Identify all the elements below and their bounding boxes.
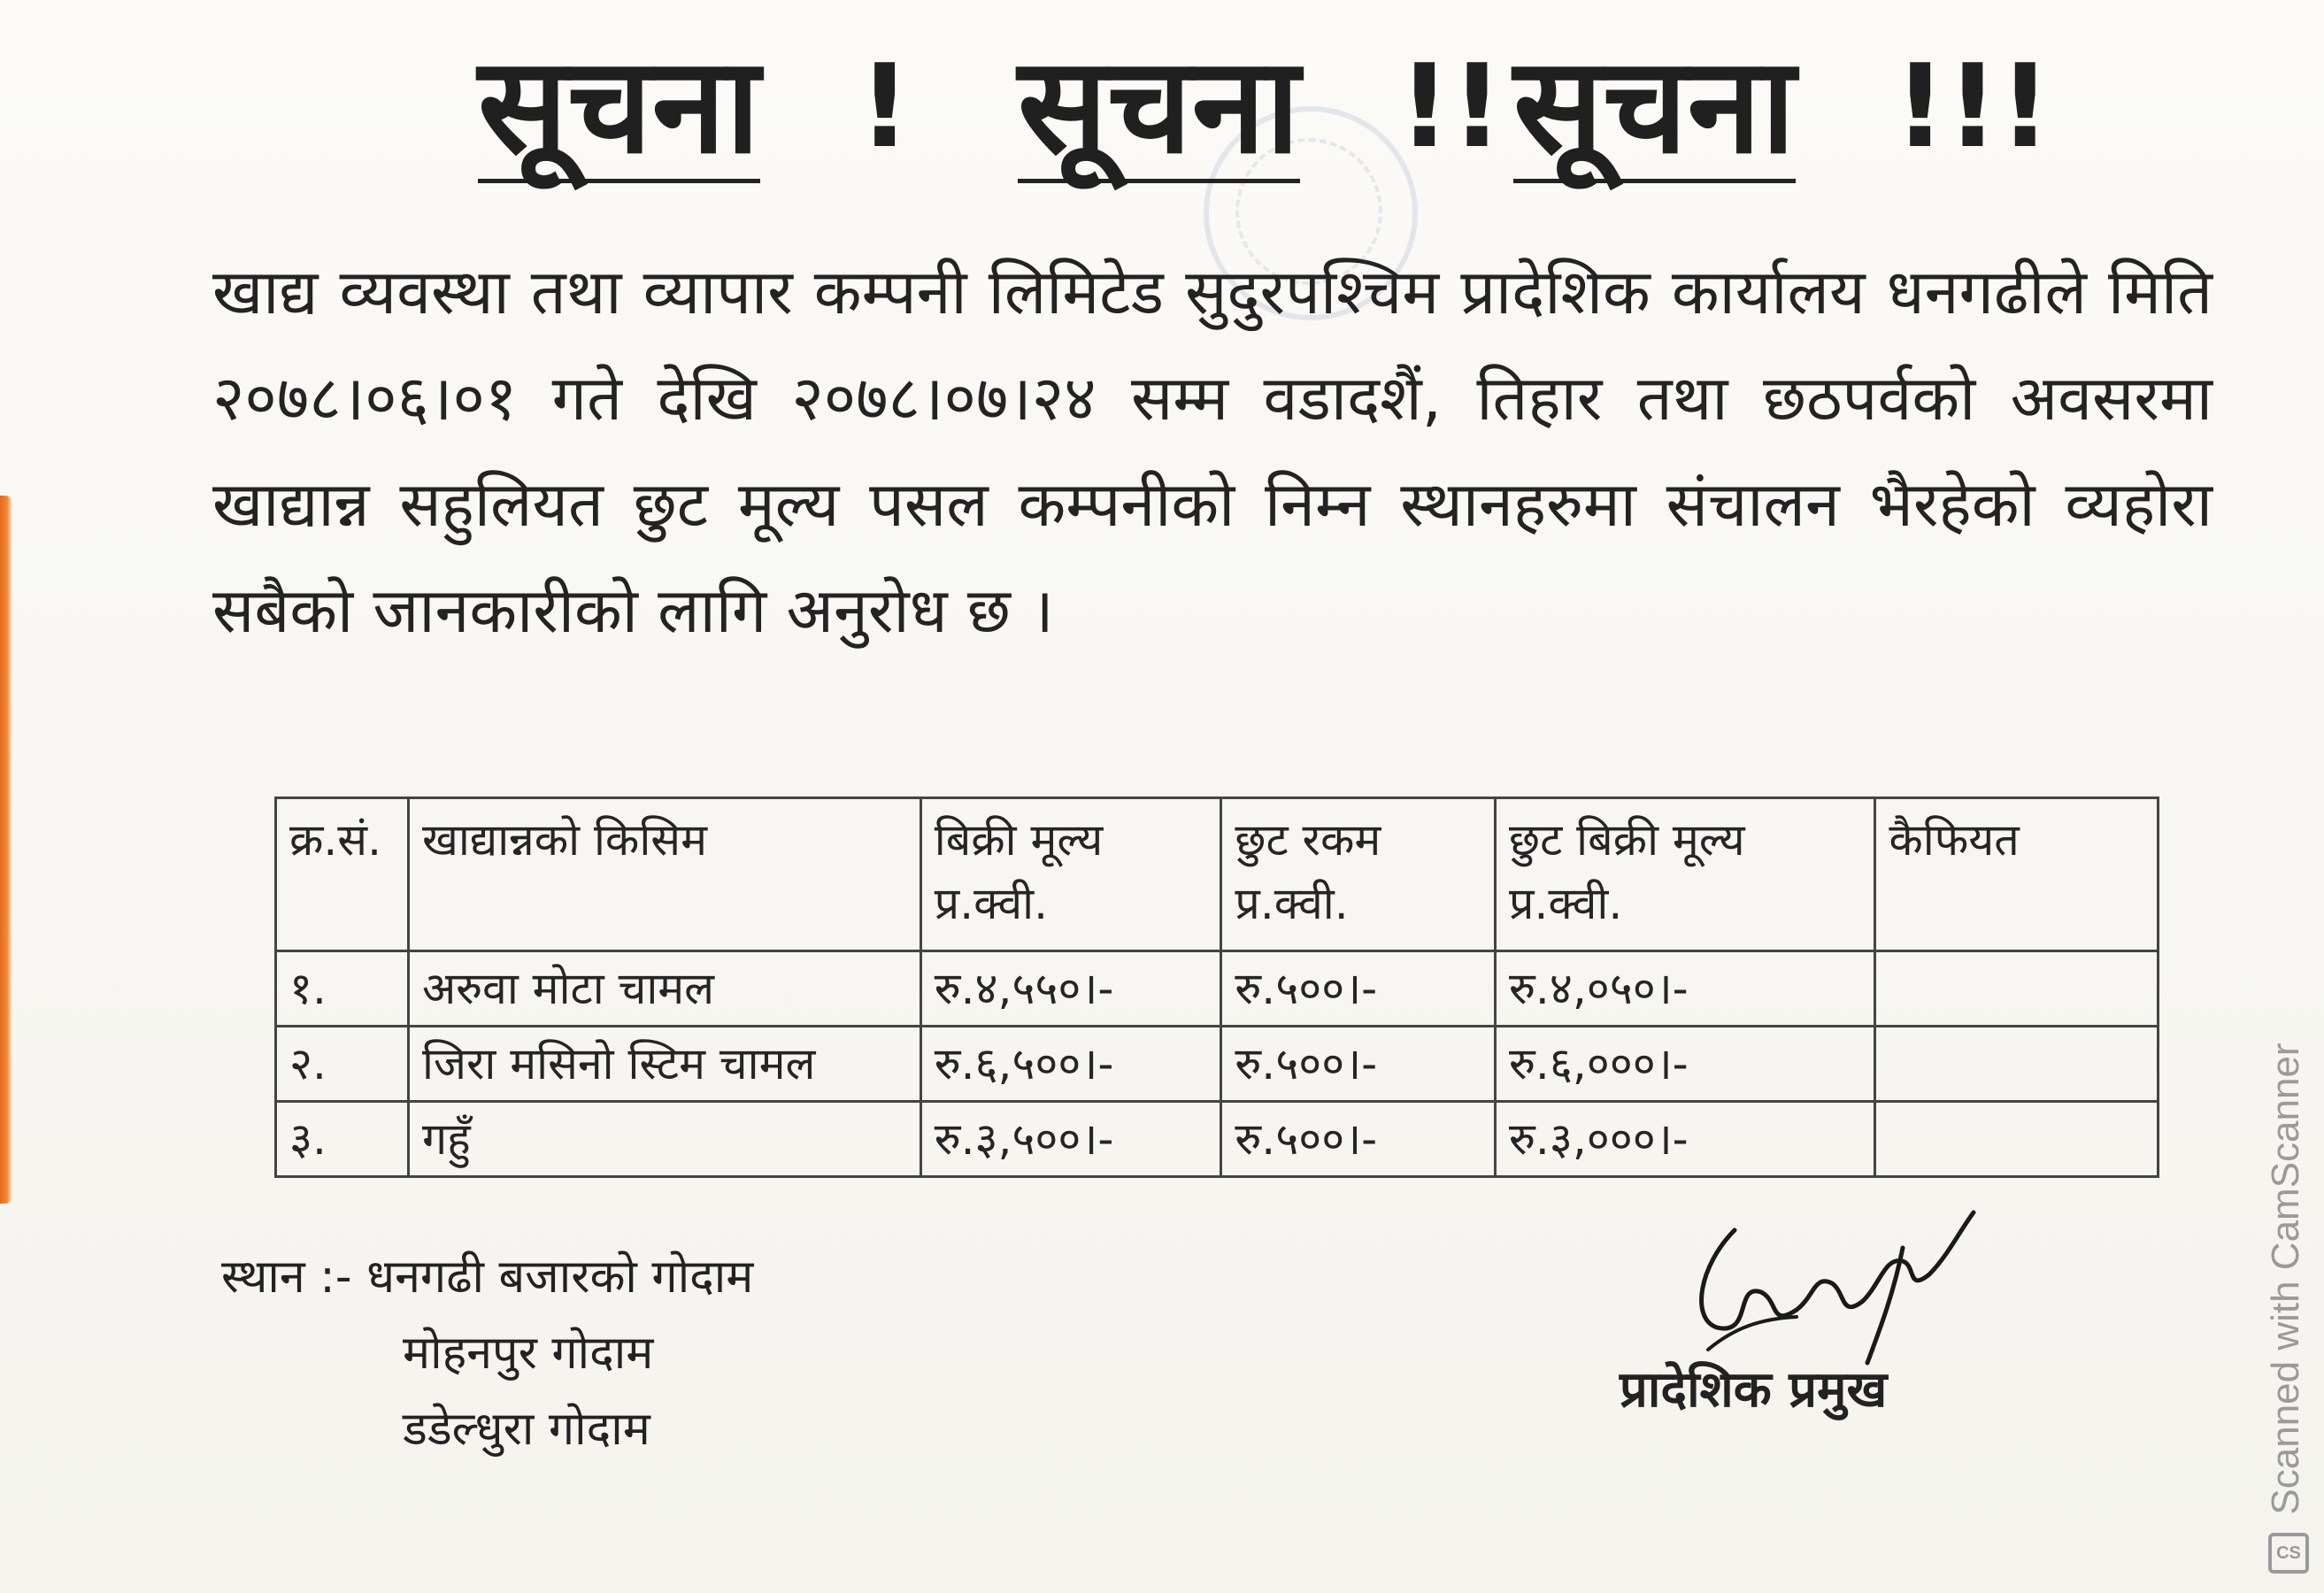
table-row xyxy=(276,951,2159,1027)
price-table xyxy=(274,796,2159,1178)
scanner-watermark xyxy=(2266,974,2306,1584)
header-sale-price: बिक्री मूल्य प्र.क्वी. xyxy=(920,798,1221,951)
notice-paragraph: खाद्य व्यवस्था तथा व्यापार कम्पनी लिमिटेड सुदुरपश्चिम प्रादेशिक कार्यालय धनगढीले मिति २०७८।०६।०१ गते देखि २०७८।०७।२४ सम्म वडादशैं, तिहार तथा छठपर्वको अवसरमा खाद्यान्न सहुलियत छुट मूल्य पसल कम्पनीको निम्न स्थानहरुमा संचालन भैरहेको व्यहोरा सबैको जानकारीको लागि अनुरोध छ । xyxy=(212,256,2212,647)
cell-remarks xyxy=(1875,1027,2159,1102)
cell-remarks xyxy=(1875,951,2159,1027)
watermark-text: Scanned with CamScanner xyxy=(2264,1043,2307,1515)
signature-scribble xyxy=(1681,1195,1982,1372)
scan-edge xyxy=(0,496,12,1204)
signatory-title: प्रादेशिक प्रमुख xyxy=(1620,1361,1888,1419)
cell-sale-price: रु.६,५००।- xyxy=(920,1027,1221,1102)
heading-word-1: सूचना xyxy=(478,29,760,183)
place-line-3 xyxy=(221,1391,753,1467)
header-remarks: कैफियत xyxy=(1875,798,2159,951)
cell-discounted-price: रु.४,०५०।- xyxy=(1496,951,1875,1027)
cell-discounted-price: रु.६,०००।- xyxy=(1496,1027,1875,1102)
cell-sale-price: रु.४,५५०।- xyxy=(920,951,1221,1027)
cell-serial: २. xyxy=(276,1027,409,1102)
heading-word-3: सूचना xyxy=(1513,29,1796,183)
table-row xyxy=(276,1102,2159,1177)
header-discount: छुट रकम प्र.क्वी. xyxy=(1221,798,1496,951)
cell-remarks xyxy=(1875,1102,2159,1177)
heading-mark-1: ! xyxy=(858,39,912,173)
heading-mark-2: !! xyxy=(1398,39,1504,173)
place-line-2 xyxy=(221,1315,753,1391)
place-item: मोहनपुर गोदाम xyxy=(403,1327,654,1380)
cell-discount: रु.५००।- xyxy=(1221,1027,1496,1102)
table-row xyxy=(276,1027,2159,1102)
camscanner-logo-icon: CS xyxy=(2268,1533,2309,1574)
cell-discounted-price: रु.३,०००।- xyxy=(1496,1102,1875,1177)
cell-sale-price: रु.३,५००।- xyxy=(920,1102,1221,1177)
heading-word-2: सूचना xyxy=(1018,29,1300,183)
place-label: स्थान :- xyxy=(221,1251,352,1304)
header-discounted-price: छुट बिक्री मूल्य प्र.क्वी. xyxy=(1496,798,1875,951)
place-list xyxy=(221,1239,753,1467)
header-serial: क्र.सं. xyxy=(276,798,409,951)
notice-heading xyxy=(0,27,2324,204)
cell-discount: रु.५००।- xyxy=(1221,951,1496,1027)
cell-serial: ३. xyxy=(276,1102,409,1177)
place-item: धनगढी बजारको गोदाम xyxy=(366,1251,754,1304)
cell-serial: १. xyxy=(276,951,409,1027)
cell-type: जिरा मसिनो स्टिम चामल xyxy=(408,1027,920,1102)
cell-discount: रु.५००।- xyxy=(1221,1102,1496,1177)
place-line-1 xyxy=(221,1239,753,1315)
heading-mark-3: !!! xyxy=(1894,39,2051,173)
place-item: डडेल्धुरा गोदाम xyxy=(403,1403,650,1456)
header-type: खाद्यान्नको किसिम xyxy=(408,798,920,951)
table-header-row xyxy=(276,798,2159,951)
cell-type: अरुवा मोटा चामल xyxy=(408,951,920,1027)
cell-type: गहुँ xyxy=(408,1102,920,1177)
